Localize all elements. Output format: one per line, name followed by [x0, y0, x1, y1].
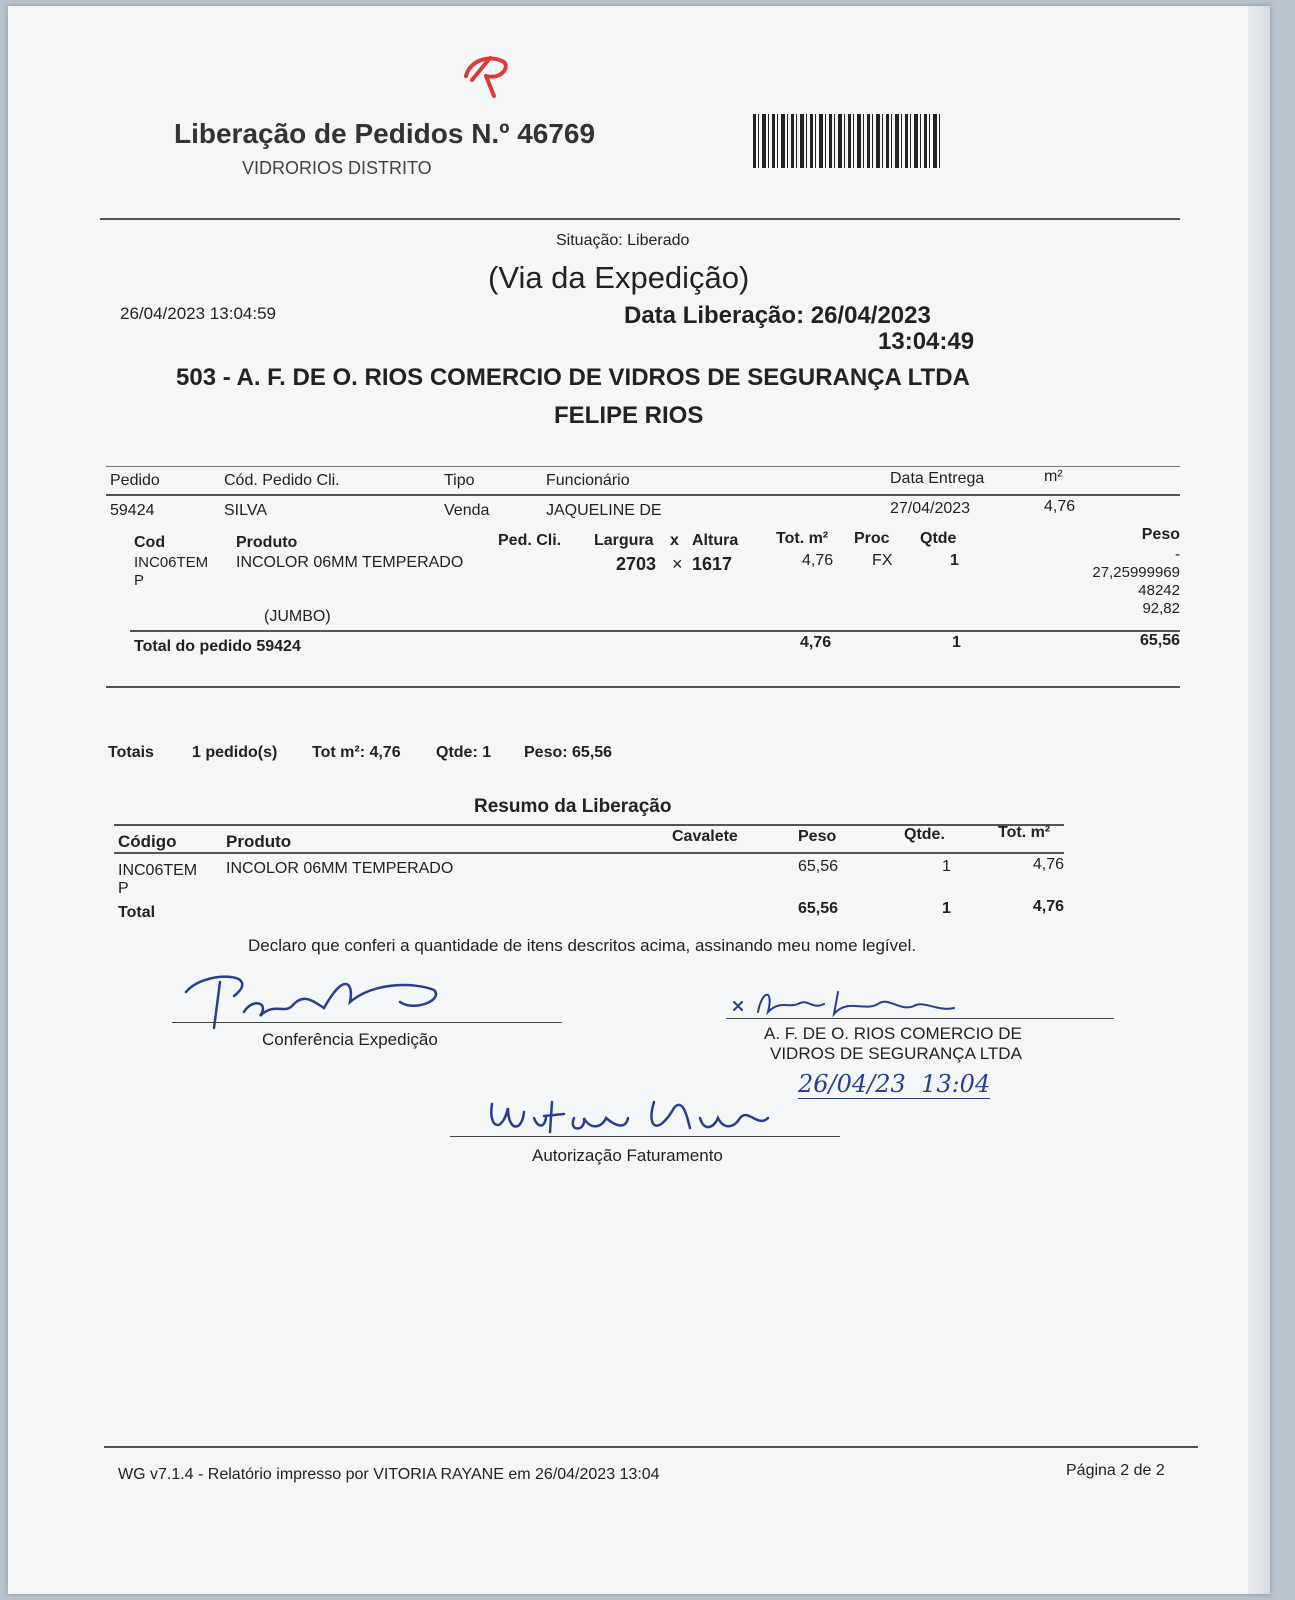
order-data-entrega: 27/04/2023 [890, 500, 971, 517]
item-col-tot-m2: Tot. m² [776, 530, 829, 547]
item-peso-3: 92,82 [1142, 600, 1180, 617]
item-col-produto: Produto [236, 534, 298, 551]
divider [106, 494, 1180, 496]
divider [130, 630, 1180, 632]
signature-line [172, 1022, 562, 1023]
order-pedido: 59424 [110, 502, 155, 519]
summary-col-codigo: Código [118, 832, 177, 851]
item-proc: FX [872, 552, 893, 569]
col-tipo: Tipo [444, 472, 475, 489]
red-check-mark-icon [460, 50, 514, 102]
signature-autorizacao [478, 1088, 778, 1146]
barcode [753, 114, 943, 168]
item-x: × [672, 554, 683, 574]
item-peso-1: 27,25999969 [1092, 564, 1180, 581]
totals-qtde: Qtde: 1 [436, 744, 492, 761]
summary-total-peso: 65,56 [798, 900, 839, 917]
totals-label: Totais [108, 744, 154, 761]
summary-col-cavalete: Cavalete [672, 828, 738, 845]
footer-page-number: Página 2 de 2 [1066, 1462, 1165, 1479]
order-total-label: Total do pedido 59424 [134, 638, 301, 655]
summary-col-tot-m2: Tot. m² [998, 824, 1051, 841]
signature-line [726, 1018, 1114, 1019]
summary-row-codigo: INC06TEM [118, 862, 198, 879]
page-title: Liberação de Pedidos N.º 46769 [174, 118, 596, 149]
via-label: (Via da Expedição) [488, 260, 750, 295]
col-pedido: Pedido [110, 472, 160, 489]
footer-divider [104, 1446, 1198, 1448]
item-col-x: x [670, 532, 679, 549]
status-text: Situação: Liberado [556, 232, 690, 249]
client-contact: FELIPE RIOS [554, 402, 704, 429]
item-col-qtde: Qtde [920, 530, 957, 547]
item-produto: INCOLOR 06MM TEMPERADO [236, 554, 464, 571]
col-data-entrega: Data Entrega [890, 470, 985, 487]
order-total-m2: 4,76 [800, 634, 832, 651]
summary-row-codigo-cont: P [118, 880, 129, 897]
item-col-cod: Cod [134, 534, 166, 551]
signature-autorizacao-label: Autorização Faturamento [532, 1146, 723, 1165]
order-total-qtde: 1 [952, 634, 961, 651]
paper-edge [1248, 6, 1270, 1594]
client-name: 503 - A. F. DE O. RIOS COMERCIO DE VIDROS DE SEGURANÇA LTDA [176, 364, 970, 391]
item-col-largura: Largura [594, 532, 654, 549]
col-funcionario: Funcionário [546, 472, 630, 489]
col-cod-pedido-cli: Cód. Pedido Cli. [224, 472, 340, 489]
summary-row-qtde: 1 [942, 858, 951, 875]
order-tipo: Venda [444, 502, 490, 519]
item-col-ped-cli: Ped. Cli. [498, 532, 562, 549]
summary-row-peso: 65,56 [798, 858, 839, 875]
footer-printed-by: WG v7.1.4 - Relatório impresso por VITORIA RAYANE em 26/04/2023 13:04 [118, 1466, 660, 1483]
company-name: VIDRORIOS DISTRITO [242, 158, 432, 178]
summary-total-qtde: 1 [942, 900, 951, 917]
signature-line [450, 1136, 840, 1137]
order-cod-pedido-cli: SILVA [224, 502, 267, 519]
divider [106, 686, 1180, 688]
divider [100, 218, 1180, 220]
col-m2: m² [1044, 468, 1063, 485]
signature-client [728, 982, 968, 1022]
printed-timestamp: 26/04/2023 13:04:59 [120, 304, 276, 323]
summary-total-tot-m2: 4,76 [1032, 898, 1064, 915]
order-funcionario: JAQUELINE DE [546, 502, 662, 519]
item-col-proc: Proc [854, 530, 890, 547]
item-peso-2: 48242 [1138, 582, 1180, 599]
release-time: 13:04:49 [878, 328, 975, 355]
summary-col-produto: Produto [226, 832, 292, 851]
order-total-peso: 65,56 [1139, 632, 1180, 649]
item-tot-m2: 4,76 [802, 552, 834, 569]
totals-pedidos: 1 pedido(s) [192, 744, 278, 761]
summary-col-qtde: Qtde. [904, 826, 945, 843]
item-largura: 2703 [616, 554, 657, 574]
summary-col-peso: Peso [798, 828, 837, 845]
summary-row-produto: INCOLOR 06MM TEMPERADO [226, 860, 454, 877]
totals-m2: Tot m²: 4,76 [312, 744, 401, 761]
order-m2: 4,76 [1044, 498, 1076, 515]
signature-conferencia-label: Conferência Expedição [262, 1030, 438, 1049]
summary-title: Resumo da Liberação [474, 796, 672, 817]
item-qtde: 1 [950, 552, 959, 569]
summary-row-tot-m2: 4,76 [1032, 856, 1064, 873]
summary-total-label: Total [118, 904, 156, 921]
signature-client-line2: VIDROS DE SEGURANÇA LTDA [770, 1044, 1022, 1063]
totals-peso: Peso: 65,56 [524, 744, 613, 761]
handwritten-date: 26/04/23 13:04 [798, 1070, 991, 1098]
declaration-text: Declaro que conferi a quantidade de itens descritos acima, assinando meu nome legível. [248, 936, 917, 955]
item-col-altura: Altura [692, 532, 739, 549]
divider [114, 852, 1064, 854]
item-cod: INC06TEM [134, 554, 209, 571]
release-date: Data Liberação: 26/04/2023 [624, 302, 931, 329]
item-col-peso: Peso [1141, 526, 1180, 543]
item-jumbo: (JUMBO) [264, 608, 331, 625]
signature-client-line1: A. F. DE O. RIOS COMERCIO DE [764, 1024, 1022, 1043]
item-cod-cont: P [134, 572, 145, 589]
document-page [8, 6, 1270, 1594]
item-altura: 1617 [692, 554, 733, 574]
divider [106, 466, 1180, 467]
item-peso-sign: - [1175, 546, 1180, 563]
